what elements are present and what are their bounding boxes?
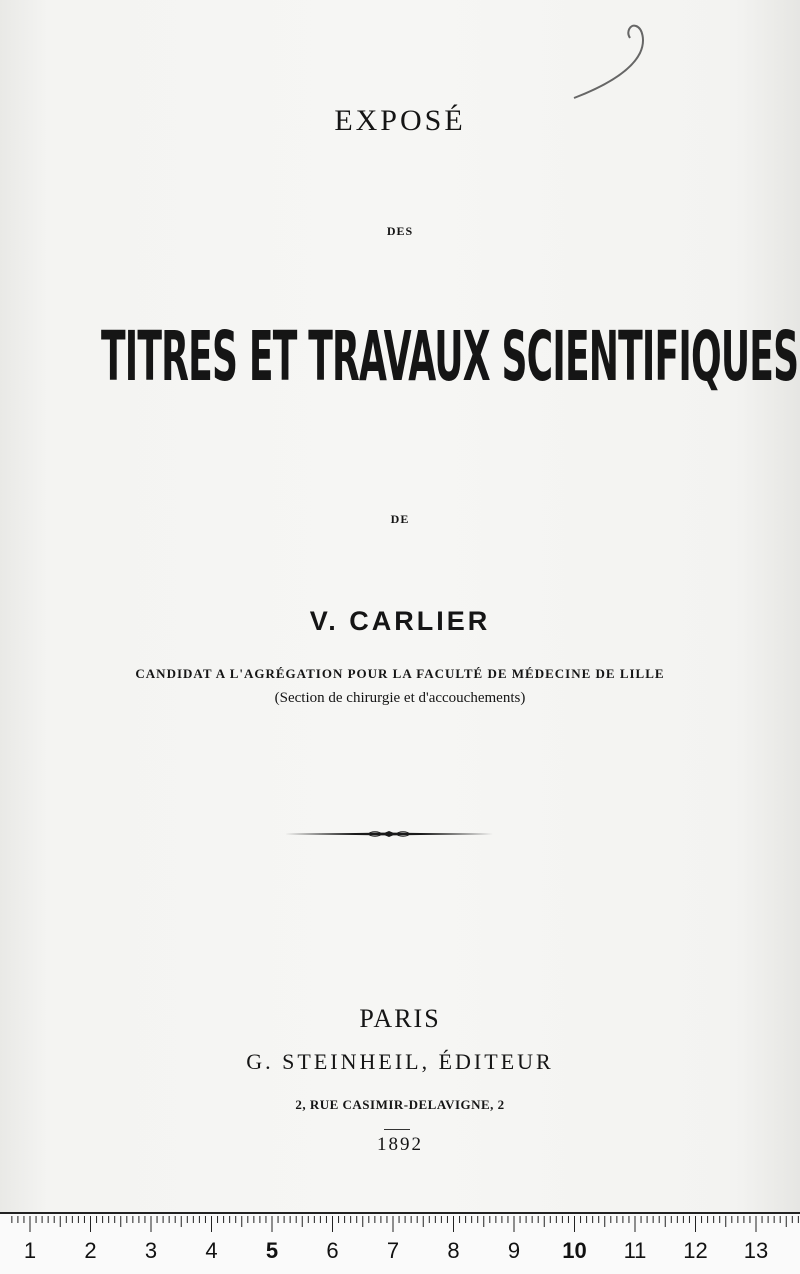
candidate-line: CANDIDAT A L'AGRÉGATION POUR LA FACULTÉ DE MÉDECINE DE LILLE	[135, 666, 665, 681]
header-expose: EXPOSÉ	[334, 104, 466, 137]
ruler-number: 11	[623, 1238, 647, 1263]
section-line: (Section de chirurgie et d'accouchements)	[274, 690, 526, 706]
ruler-numbers	[0, 1238, 800, 1274]
ornament-divider	[285, 826, 493, 842]
ruler-number: 2	[84, 1238, 97, 1263]
address: 2, RUE CASIMIR-DELAVIGNE, 2	[295, 1097, 505, 1112]
word-de: DE	[390, 512, 410, 526]
ruler-number: 8	[447, 1238, 460, 1263]
word-des: DES	[386, 224, 414, 238]
ruler-number: 13	[743, 1238, 769, 1263]
ruler-number: 4	[205, 1238, 218, 1263]
ruler-number: 3	[144, 1238, 158, 1263]
measuring-ruler	[0, 1212, 800, 1274]
publisher: G. STEINHEIL, ÉDITEUR	[246, 1049, 554, 1074]
ruler-number: 6	[326, 1238, 339, 1263]
city: PARIS	[359, 1004, 441, 1033]
pencil-mark	[560, 18, 660, 108]
main-title: TITRES ET TRAVAUX SCIENTIFIQUES	[101, 318, 799, 398]
ruler-number: 12	[683, 1238, 708, 1263]
ruler-number: 10	[562, 1238, 587, 1263]
ruler-number: 1	[23, 1238, 37, 1263]
ruler-number: 5	[265, 1238, 279, 1263]
ruler-number: 7	[386, 1238, 400, 1263]
year-rule	[384, 1129, 410, 1130]
author-name: V. CARLIER	[309, 606, 491, 636]
year: 1892	[377, 1134, 423, 1155]
ruler-number: 9	[507, 1238, 521, 1263]
